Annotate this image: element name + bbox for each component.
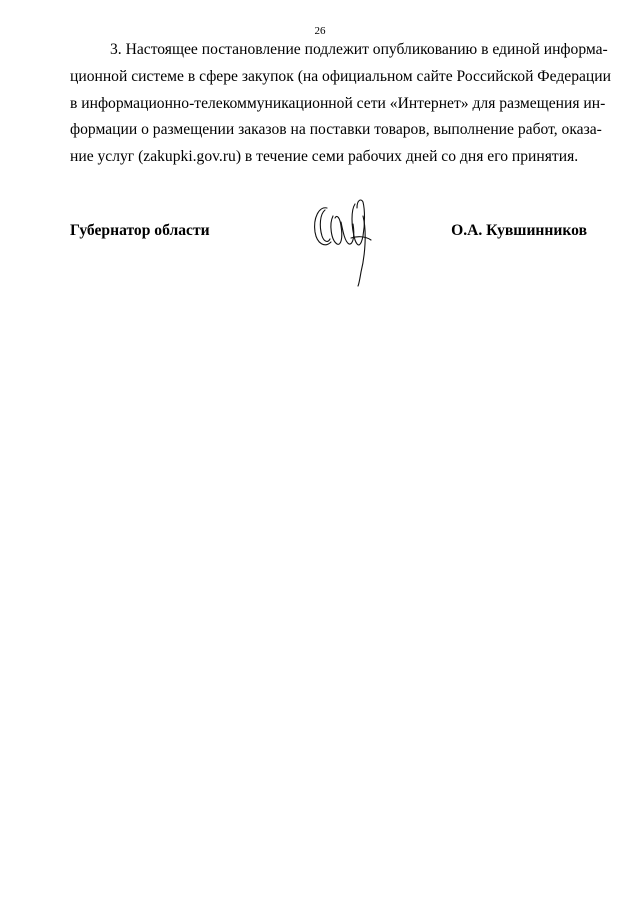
paragraph-line: ние услуг (zakupki.gov.ru) в течение семи рабочих дней со дня его принятия. (70, 148, 579, 166)
paragraph-line: 3. Настоящее постановление подлежит опубликованию в единой информа- (110, 41, 608, 58)
paragraph-line: формации о размещении заказов на поставки товаров, выполнение работ, оказа- (70, 121, 602, 139)
paragraph-line: в информационно-телекоммуникационной сети «Интернет» для размещения ин- (70, 94, 606, 112)
handwritten-signature (311, 196, 381, 288)
paragraph-3 (70, 37, 611, 171)
signatory-name: О.А. Кувшинников (451, 222, 587, 239)
paragraph-line: ционной системе в сфере закупок (на официальном сайте Российской Федерации (70, 67, 611, 85)
signatory-title: Губернатор области (70, 222, 210, 239)
page-number: 26 (314, 25, 326, 37)
